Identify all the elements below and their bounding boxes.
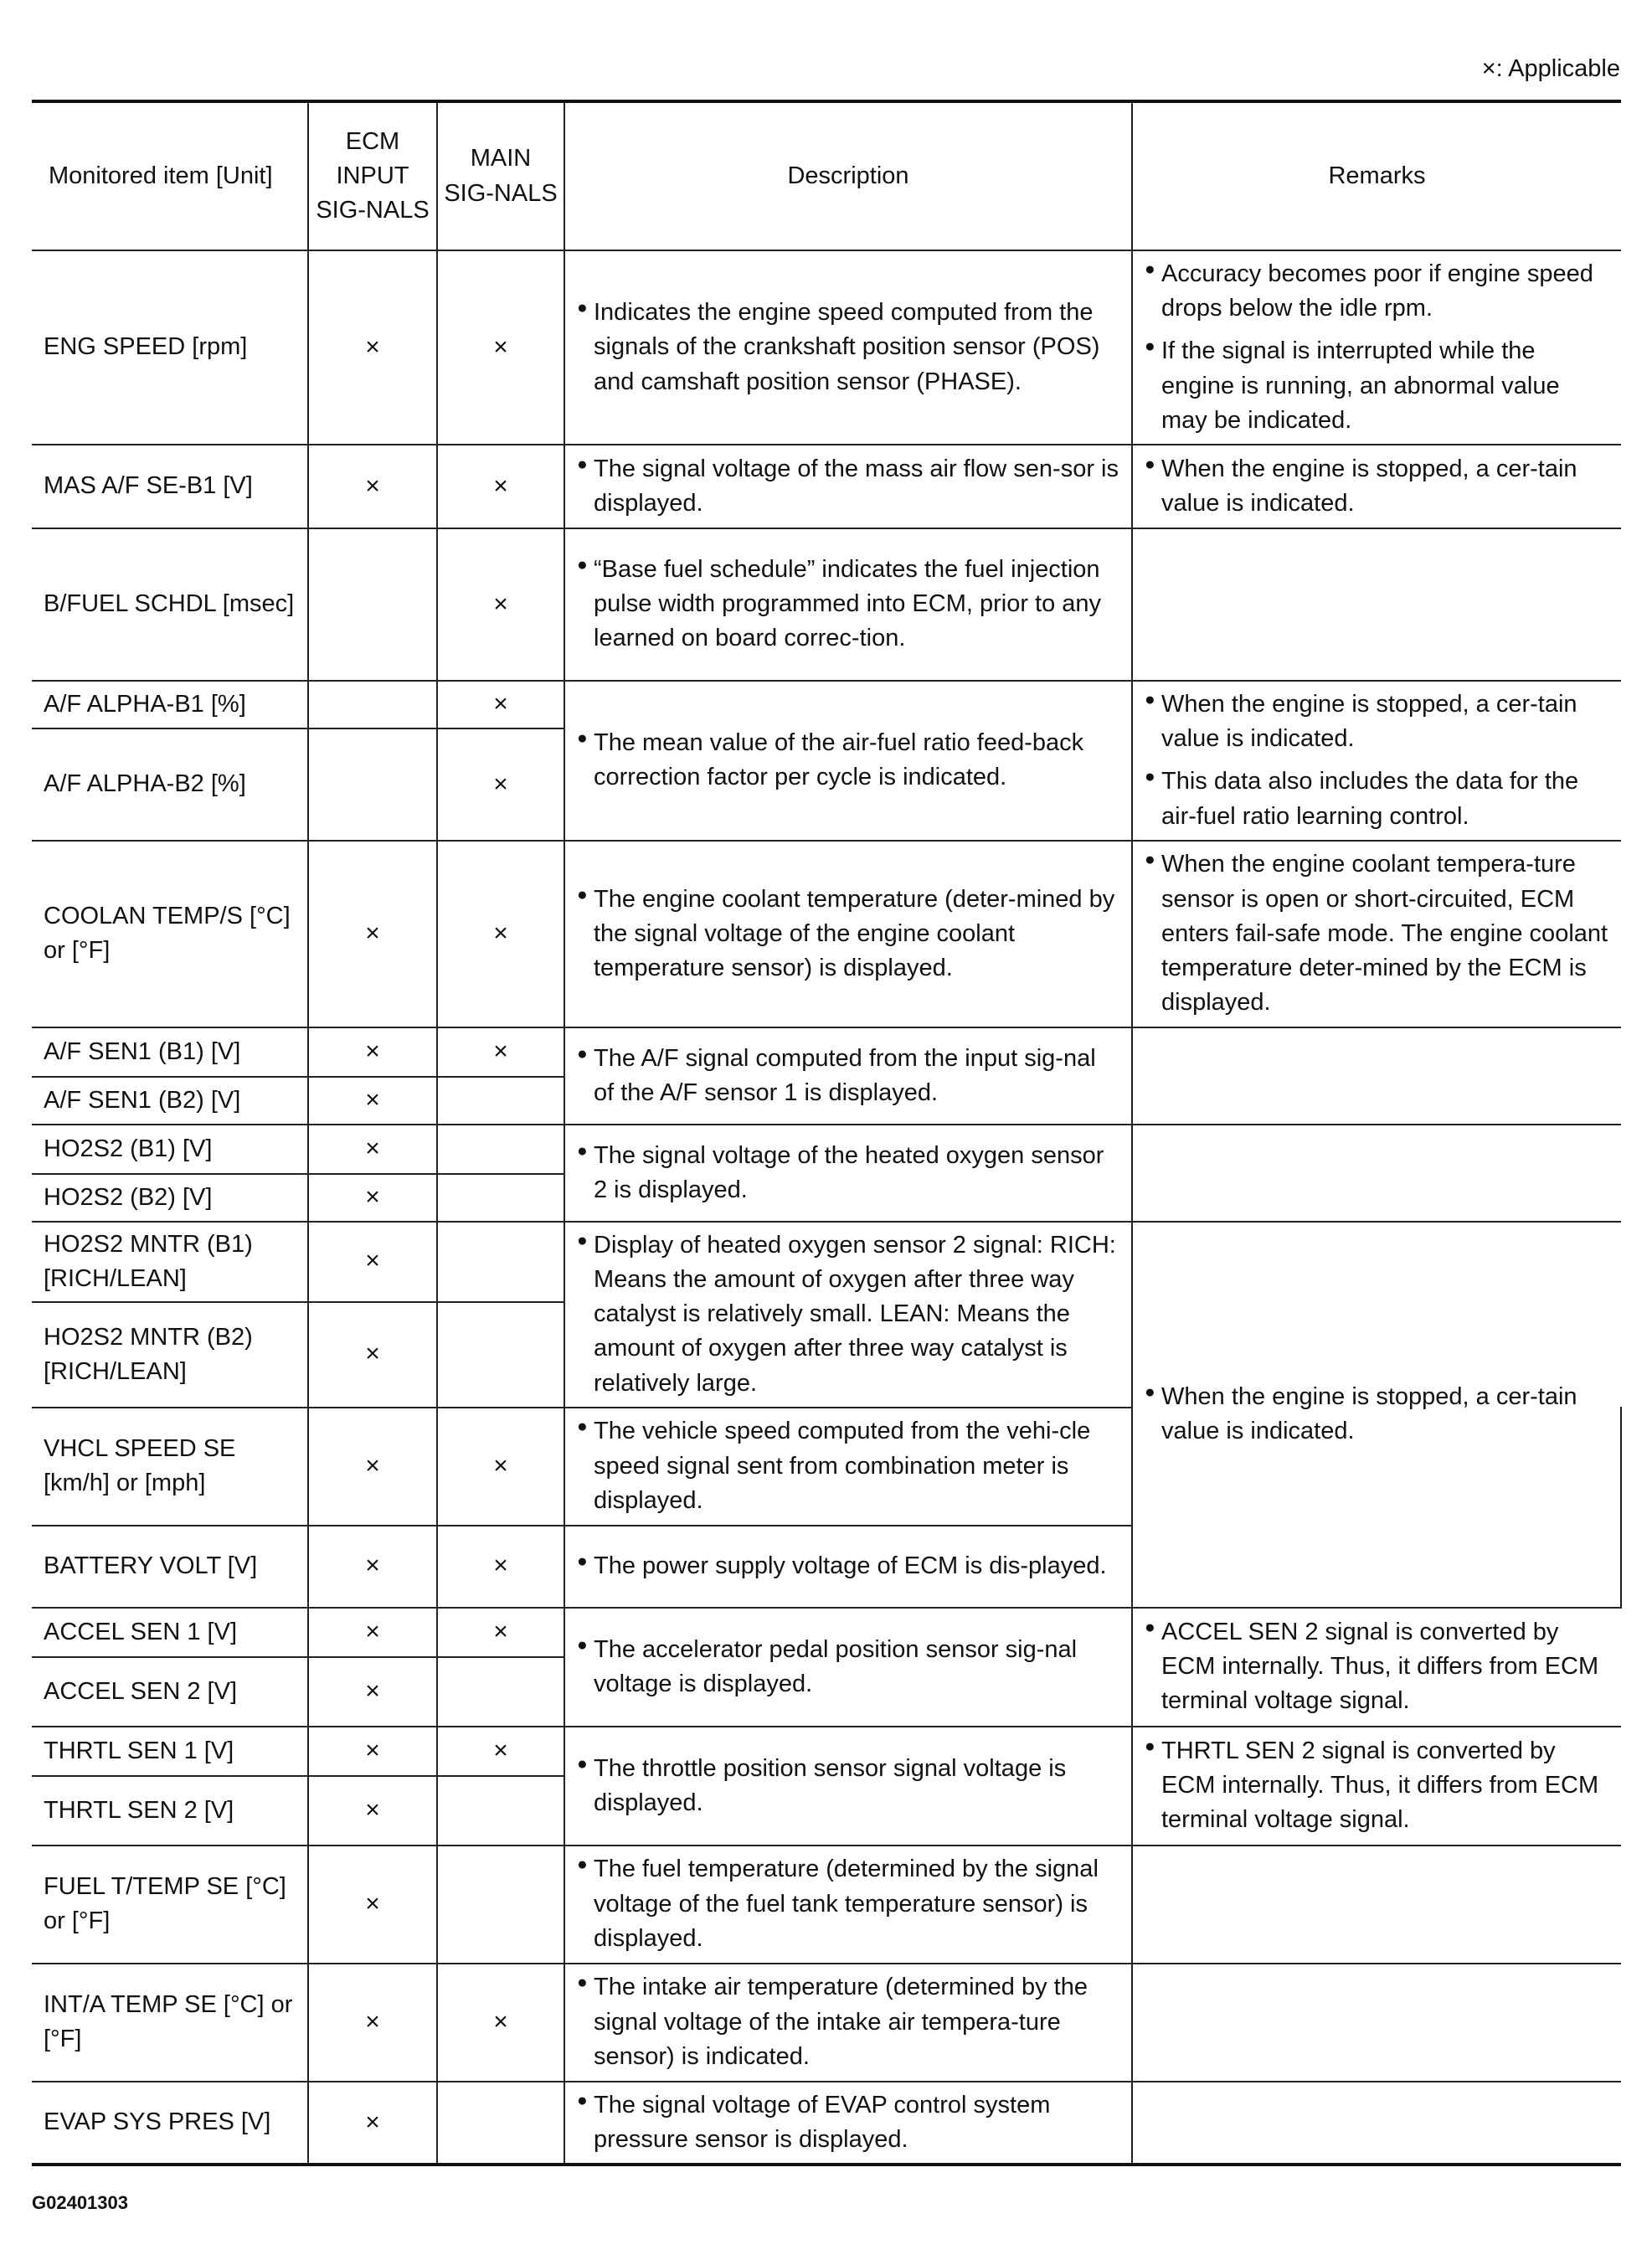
monitored-item: A/F SEN1 (B1) [V] [32,1027,308,1077]
table-row [32,681,1621,728]
description-bullet: ● The fuel temperature (determined by the signal voltage of the fuel tank temperature sensor) is displayed. [577,1852,1119,1956]
remarks-bullet: ● This data also includes the data for the air-fuel ratio learning control. [1145,764,1609,833]
main-signal-mark [437,1077,564,1125]
main-signal-mark [437,1846,564,1964]
main-signal-mark: × [437,1408,564,1526]
monitored-item: ACCEL SEN 2 [V] [32,1657,308,1727]
main-signal-mark: × [437,445,564,528]
ecm-input-signal-mark: × [308,1174,437,1222]
description-bullet: ● The engine coolant temperature (deter-mined by the signal voltage of the engine coolant temperature sensor) is displayed. [577,883,1119,986]
monitored-item: EVAP SYS PRES [V] [32,2082,308,2165]
table-row [32,1608,1621,1657]
ecm-input-signal-mark [308,681,437,728]
description-cell [564,528,1132,681]
remarks-bullet: ● When the engine is stopped, a cer-tain value is indicated. [1145,1380,1608,1449]
description-bullet: ● The signal voltage of the heated oxygen sensor 2 is displayed. [577,1139,1119,1207]
ecm-input-signal-mark: × [308,1302,437,1408]
main-signal-mark [437,1302,564,1408]
monitored-item: HO2S2 MNTR (B2) [RICH/LEAN] [32,1302,308,1408]
ecm-input-signal-mark: × [308,1408,437,1526]
remarks-cell [1132,1608,1621,1727]
description-bullet-list [577,1549,1119,1583]
remarks-bullet: ● When the engine is stopped, a cer-tain value is indicated. [1145,687,1609,756]
description-bullet-list [577,1228,1119,1401]
remarks-bullet-list [1145,452,1609,521]
monitored-item: THRTL SEN 2 [V] [32,1776,308,1846]
description-bullet: ● The accelerator pedal position sensor sig-nal voltage is displayed. [577,1633,1119,1701]
description-cell [564,1846,1132,1964]
description-bullet: ● The throttle position sensor signal voltage is displayed. [577,1752,1119,1820]
main-signal-mark [437,1174,564,1222]
description-bullet: ● The signal voltage of EVAP control system pressure sensor is displayed. [577,2088,1119,2157]
remarks-bullet: ● When the engine coolant tempera-ture sensor is open or short-circuited, ECM enters fail-safe mode. The engine coolant temperature deter-mined by the ECM is displayed. [1145,847,1609,1020]
main-signal-mark: × [437,250,564,445]
table-row [32,528,1621,681]
description-bullet-list [577,726,1119,795]
description-bullet: ● The mean value of the air-fuel ratio feed-back correction factor per cycle is indicated. [577,726,1119,795]
remarks-bullet: ● ACCEL SEN 2 signal is converted by ECM internally. Thus, it differs from ECM terminal voltage signal. [1145,1615,1609,1719]
description-bullet-list [577,1970,1119,2074]
description-cell [564,1526,1132,1608]
monitored-item: A/F SEN1 (B2) [V] [32,1077,308,1125]
table-row [32,1027,1621,1077]
description-cell [564,1222,1132,1408]
ecm-input-signal-mark: × [308,1776,437,1846]
remarks-bullet-list [1145,687,1609,834]
monitored-item: A/F ALPHA-B1 [%] [32,681,308,728]
description-bullet-list [577,1042,1119,1110]
remarks-cell [1132,681,1621,841]
description-cell [564,1027,1132,1125]
main-signal-mark: × [437,1608,564,1657]
remarks-cell [1132,1222,1621,1608]
table-row [32,1964,1621,2082]
description-bullet-list [577,2088,1119,2157]
remarks-cell [1132,250,1621,445]
table-header-row [32,101,1621,250]
remarks-cell [1132,1727,1621,1846]
remarks-cell [1132,2082,1621,2165]
remarks-bullet: ● When the engine is stopped, a cer-tain value is indicated. [1145,452,1609,521]
ecm-input-signal-mark: × [308,445,437,528]
description-bullet-list [577,1139,1119,1207]
figure-code: G02401303 [32,2192,128,2213]
description-cell [564,250,1132,445]
remarks-cell [1132,1125,1621,1222]
description-cell [564,445,1132,528]
description-bullet: ● Indicates the engine speed computed from the signals of the crankshaft position sensor (POS) and camshaft position sensor (PHASE). [577,296,1119,399]
ecm-input-signal-mark [308,528,437,681]
ecm-input-signal-mark: × [308,1608,437,1657]
table-row [32,1222,1621,1302]
ecm-input-signal-mark: × [308,1964,437,2082]
remarks-bullet: ● Accuracy becomes poor if engine speed drops below the idle rpm. [1145,257,1609,326]
monitored-item: HO2S2 (B1) [V] [32,1125,308,1174]
remarks-bullet: ● THRTL SEN 2 signal is converted by ECM internally. Thus, it differs from ECM terminal voltage signal. [1145,1734,1609,1838]
monitored-item: HO2S2 MNTR (B1) [RICH/LEAN] [32,1222,308,1302]
main-signal-mark [437,2082,564,2165]
main-signal-mark: × [437,728,564,841]
description-bullet: ● The power supply voltage of ECM is dis-played. [577,1549,1119,1583]
description-bullet: ● The A/F signal computed from the input sig-nal of the A/F sensor 1 is displayed. [577,1042,1119,1110]
remarks-cell [1132,1027,1621,1125]
monitored-item: B/FUEL SCHDL [msec] [32,528,308,681]
main-signal-mark: × [437,841,564,1027]
header-remarks: Remarks [1132,101,1621,250]
monitored-items-table [32,100,1621,2166]
remarks-bullet-list [1145,1734,1609,1838]
table-row [32,445,1621,528]
main-signal-mark: × [437,1027,564,1077]
monitored-item: INT/A TEMP SE [°C] or [°F] [32,1964,308,2082]
remarks-bullet-list [1145,1380,1608,1449]
monitored-item: FUEL T/TEMP SE [°C] or [°F] [32,1846,308,1964]
monitored-item: COOLAN TEMP/S [°C] or [°F] [32,841,308,1027]
applicable-legend: ×: Applicable [1481,55,1620,82]
description-bullet-list [577,553,1119,656]
remarks-cell [1132,528,1621,681]
table-row [32,1727,1621,1776]
ecm-input-signal-mark: × [308,1846,437,1964]
ecm-input-signal-mark: × [308,1125,437,1174]
main-signal-mark [437,1125,564,1174]
table-row [32,2082,1621,2165]
ecm-input-signal-mark: × [308,1727,437,1776]
description-bullet-list [577,1752,1119,1820]
table-row [32,250,1621,445]
ecm-input-signal-mark: × [308,841,437,1027]
description-cell [564,1727,1132,1846]
description-bullet: ● The vehicle speed computed from the vehi-cle speed signal sent from combination meter is displayed. [577,1414,1119,1518]
description-bullet-list [577,1414,1119,1518]
table-row [32,1125,1621,1174]
description-bullet: ● The signal voltage of the mass air flow sen-sor is displayed. [577,452,1119,521]
ecm-input-signal-mark: × [308,1027,437,1077]
description-cell [564,2082,1132,2165]
remarks-cell [1132,1964,1621,2082]
monitored-item: THRTL SEN 1 [V] [32,1727,308,1776]
main-signal-mark [437,1222,564,1302]
main-signal-mark [437,1776,564,1846]
main-signal-mark: × [437,1964,564,2082]
description-bullet-list [577,1852,1119,1956]
ecm-input-signal-mark: × [308,2082,437,2165]
description-bullet-list [577,883,1119,986]
description-cell [564,1964,1132,2082]
remarks-cell [1132,841,1621,1027]
ecm-input-signal-mark: × [308,1222,437,1302]
main-signal-mark [437,1657,564,1727]
monitored-item: A/F ALPHA-B2 [%] [32,728,308,841]
description-bullet: ● The intake air temperature (determined by the signal voltage of the intake air tempera-ture sensor) is indicated. [577,1970,1119,2074]
main-signal-mark: × [437,681,564,728]
description-cell [564,681,1132,841]
description-cell [564,1125,1132,1222]
remarks-bullet-list [1145,257,1609,438]
main-signal-mark: × [437,1727,564,1776]
description-cell [564,1408,1132,1526]
remarks-cell [1132,445,1621,528]
ecm-input-signal-mark: × [308,1657,437,1727]
main-signal-mark: × [437,528,564,681]
description-cell [564,841,1132,1027]
main-signal-mark: × [437,1526,564,1608]
monitored-item: BATTERY VOLT [V] [32,1526,308,1608]
remarks-bullet: ● If the signal is interrupted while the engine is running, an abnormal value may be indicated. [1145,334,1609,438]
ecm-input-signal-mark: × [308,250,437,445]
table-body [32,250,1621,2165]
description-bullet-list [577,1633,1119,1701]
ecm-input-signal-mark: × [308,1077,437,1125]
remarks-cell [1132,1846,1621,1964]
table-row [32,841,1621,1027]
description-cell [564,1608,1132,1727]
monitored-item: ACCEL SEN 1 [V] [32,1608,308,1657]
monitored-item: ENG SPEED [rpm] [32,250,308,445]
monitored-item: VHCL SPEED SE [km/h] or [mph] [32,1408,308,1526]
ecm-input-signal-mark: × [308,1526,437,1608]
description-bullet: ● “Base fuel schedule” indicates the fuel injection pulse width programmed into ECM, prior to any learned on board correc-tion. [577,553,1119,656]
remarks-bullet-list [1145,847,1609,1020]
description-bullet-list [577,452,1119,521]
table-row [32,1846,1621,1964]
monitored-item: HO2S2 (B2) [V] [32,1174,308,1222]
header-description: Description [564,101,1132,250]
description-bullet-list [577,296,1119,399]
remarks-bullet-list [1145,1615,1609,1719]
header-ecm-input-signals: ECM INPUT SIG-NALS [308,101,437,250]
header-monitored-item: Monitored item [Unit] [32,101,308,250]
description-bullet: ● Display of heated oxygen sensor 2 signal: RICH: Means the amount of oxygen after three way catalyst is relatively small. LEAN: Means the amount of oxygen after three way catalyst is relatively large. [577,1228,1119,1401]
monitored-item: MAS A/F SE-B1 [V] [32,445,308,528]
header-main-signals: MAIN SIG-NALS [437,101,564,250]
ecm-input-signal-mark [308,728,437,841]
